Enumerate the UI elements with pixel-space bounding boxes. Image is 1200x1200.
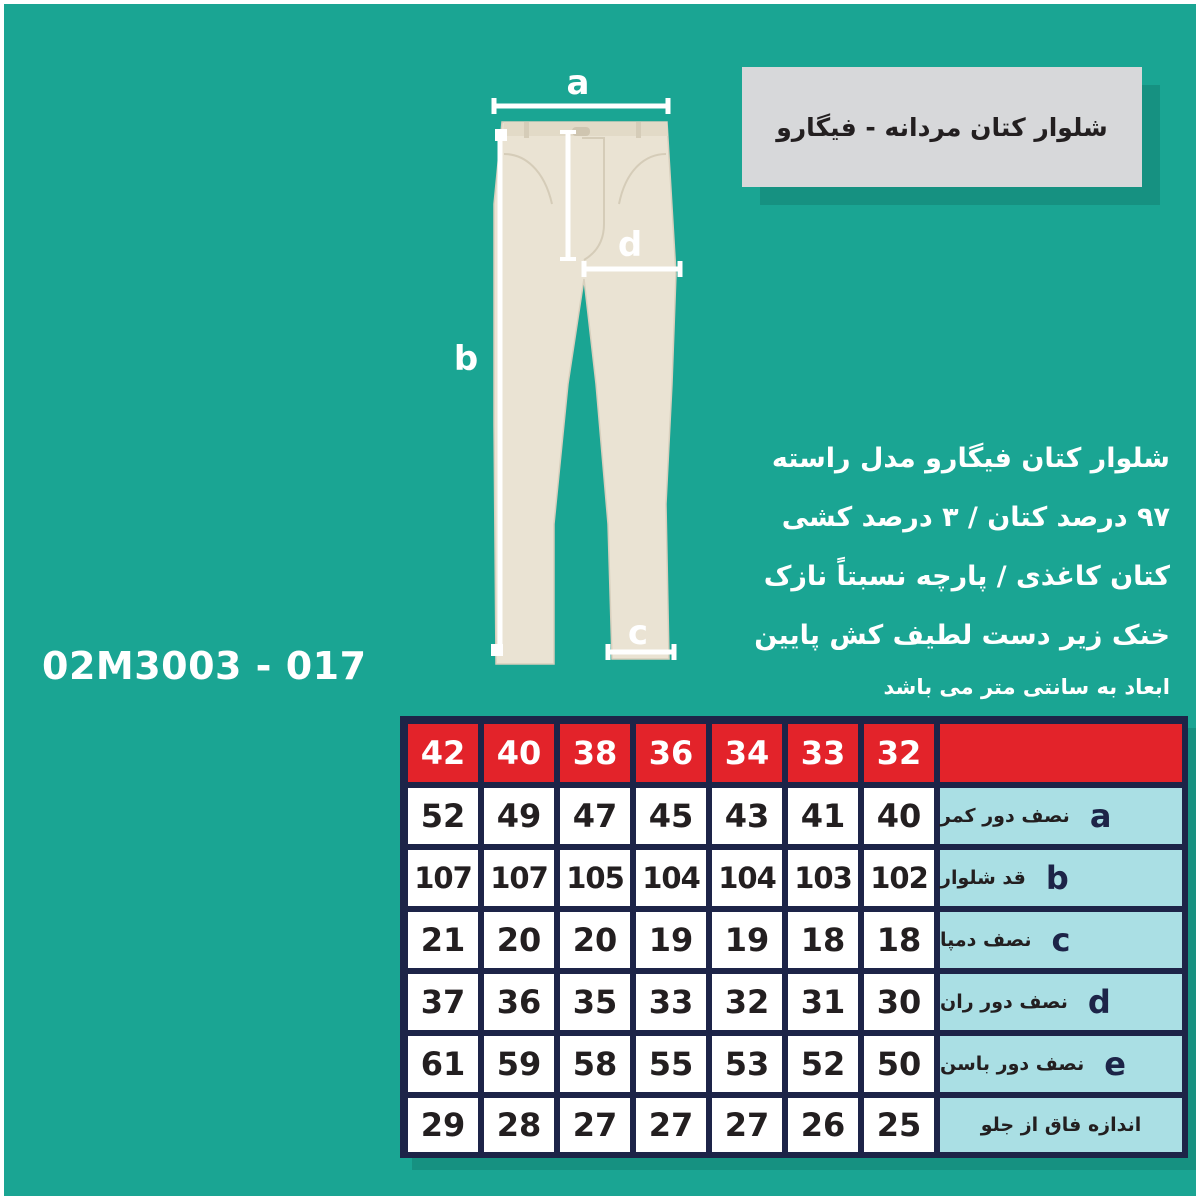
label-c: c	[627, 613, 649, 653]
table-value-cell: 58	[560, 1036, 630, 1092]
table-value-cell: 45	[636, 788, 706, 844]
table-value-cell: 53	[712, 1036, 782, 1092]
description-line: کتان کاغذی / پارچه نسبتاً نازک	[763, 561, 1170, 592]
measurement-label-cell	[940, 850, 1182, 906]
size-header-cell: 38	[560, 724, 630, 782]
measurement-code: a	[1089, 797, 1112, 835]
size-header-cell: 40	[484, 724, 554, 782]
table-value-cell: 35	[560, 974, 630, 1030]
measurement-code: b	[1045, 859, 1069, 897]
table-value-cell: 37	[408, 974, 478, 1030]
table-value-cell: 47	[560, 788, 630, 844]
table-value-cell: 27	[712, 1098, 782, 1152]
table-value-cell: 29	[408, 1098, 478, 1152]
table-value-cell: 28	[484, 1098, 554, 1152]
label-d: d	[617, 225, 643, 265]
units-note: ابعاد به سانتی متر می باشد	[883, 675, 1170, 699]
measurement-name: نصف دور ران	[940, 991, 1068, 1013]
table-value-cell: 21	[408, 912, 478, 968]
size-header-cell: 33	[788, 724, 858, 782]
table-value-cell: 25	[864, 1098, 934, 1152]
table-value-cell: 59	[484, 1036, 554, 1092]
measurement-label-cell	[940, 1036, 1182, 1092]
table-value-cell: 26	[788, 1098, 858, 1152]
measurement-name: نصف دور کمر	[940, 805, 1070, 827]
model-code: 02M3003 - 017	[42, 644, 367, 688]
product-size-chart	[4, 4, 1196, 1196]
table-value-cell: 32	[712, 974, 782, 1030]
size-table	[400, 716, 1188, 1158]
measurement-name: اندازه فاق از جلو	[980, 1114, 1142, 1136]
table-value-cell: 41	[788, 788, 858, 844]
table-value-cell: 52	[408, 788, 478, 844]
measurement-name: نصف دور باسن	[940, 1053, 1085, 1075]
measurement-label-cell	[940, 974, 1182, 1030]
table-value-cell: 55	[636, 1036, 706, 1092]
table-value-cell: 50	[864, 1036, 934, 1092]
table-value-cell: 18	[788, 912, 858, 968]
product-description	[750, 429, 1170, 709]
table-value-cell: 27	[636, 1098, 706, 1152]
measurement-label-cell	[940, 912, 1182, 968]
measurement-name: قد شلوار	[940, 867, 1026, 889]
size-header-cell: 36	[636, 724, 706, 782]
size-header-cell: 32	[864, 724, 934, 782]
description-line: خنک زیر دست لطیف کش پایین	[754, 620, 1170, 651]
table-value-cell: 102	[864, 850, 934, 906]
table-value-cell: 33	[636, 974, 706, 1030]
label-b: b	[453, 339, 479, 379]
pants-illustration	[494, 122, 676, 664]
table-value-cell: 105	[560, 850, 630, 906]
header-label-cell	[940, 724, 1182, 782]
size-header-cell: 42	[408, 724, 478, 782]
table-value-cell: 18	[864, 912, 934, 968]
table-value-cell: 36	[484, 974, 554, 1030]
table-value-cell: 107	[408, 850, 478, 906]
table-value-cell: 30	[864, 974, 934, 1030]
table-value-cell: 40	[864, 788, 934, 844]
table-value-cell: 104	[712, 850, 782, 906]
table-value-cell: 19	[712, 912, 782, 968]
measurement-code: d	[1087, 983, 1111, 1021]
measurement-label-cell	[940, 788, 1182, 844]
table-value-cell: 52	[788, 1036, 858, 1092]
table-value-cell: 19	[636, 912, 706, 968]
size-header-cell: 34	[712, 724, 782, 782]
table-value-cell: 107	[484, 850, 554, 906]
table-value-cell: 20	[560, 912, 630, 968]
table-value-cell: 31	[788, 974, 858, 1030]
table-value-cell: 27	[560, 1098, 630, 1152]
description-line: ۹۷ درصد کتان / ۳ درصد کشی	[781, 502, 1170, 533]
table-value-cell: 61	[408, 1036, 478, 1092]
table-value-cell: 49	[484, 788, 554, 844]
table-value-cell: 43	[712, 788, 782, 844]
measurement-label-cell	[940, 1098, 1182, 1152]
table-value-cell: 104	[636, 850, 706, 906]
measurement-code: e	[1104, 1045, 1126, 1083]
measurement-name: نصف دمپا	[940, 929, 1032, 951]
label-a: a	[566, 63, 590, 103]
measurement-code: c	[1051, 921, 1071, 959]
table-value-cell: 20	[484, 912, 554, 968]
product-title: شلوار کتان مردانه - فیگارو	[742, 67, 1142, 187]
table-value-cell: 103	[788, 850, 858, 906]
description-line: شلوار کتان فیگارو مدل راسته	[771, 443, 1170, 474]
